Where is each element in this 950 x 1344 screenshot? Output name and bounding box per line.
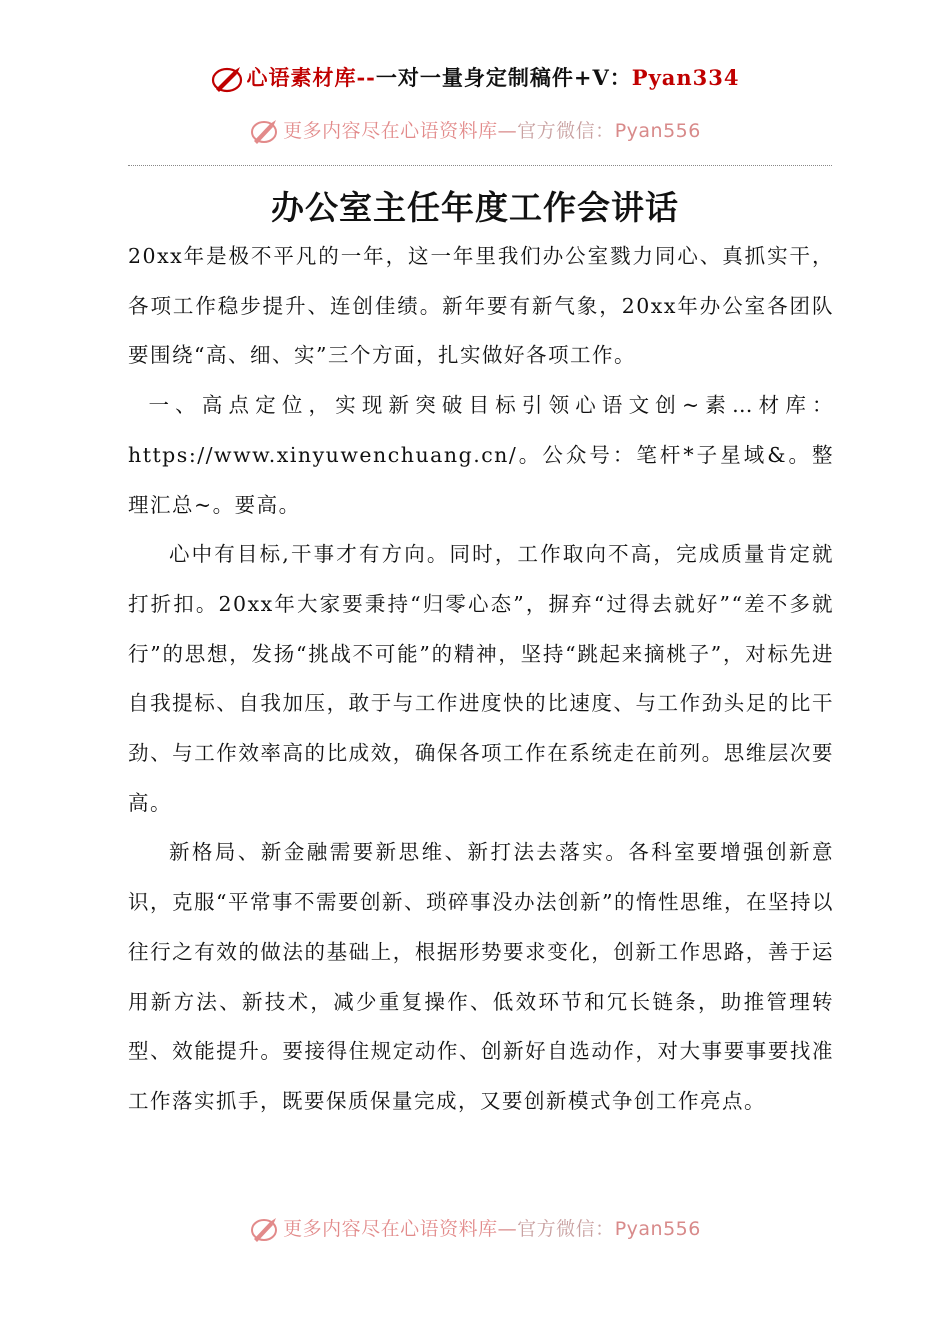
quill-logo-icon xyxy=(210,65,244,95)
quill-logo-icon xyxy=(249,1216,279,1244)
watermark-wechat-id: Pyan556 xyxy=(614,120,701,142)
watermark-separator: — xyxy=(497,120,518,142)
quill-logo-icon xyxy=(249,118,279,146)
watermark-bottom xyxy=(0,1214,950,1244)
paragraph-body-2: 新格局、新金融需要新思维、新打法去落实。各科室要增强创新意识，克服“平常事不需要创新、琐碎事没办法创新”的惰性思维，在坚持以往行之有效的做法的基础上，根据形势要求变化，创新工作思路，善于运用新方法、新技术，减少重复操作、低效环节和冗长链条，助推管理转型、效能提升。要接得住规定动作、创新好自选动作，对大事要事要找准工作落实抓手，既要保质保量完成，又要创新模式争创工作亮点。 xyxy=(128,840,834,1113)
document-title: 办公室主任年度工作会讲话 xyxy=(271,188,679,227)
watermark-top xyxy=(0,116,950,146)
document-body xyxy=(128,232,834,1127)
watermark-wechat-label: 官方微信： xyxy=(517,120,615,142)
header-banner xyxy=(0,62,950,95)
watermark-wechat-id: Pyan556 xyxy=(614,1218,701,1240)
paragraph-intro: 20xx年是极不平凡的一年，这一年里我们办公室戮力同心、真抓实干，各项工作稳步提升、连创佳绩。新年要有新气象，20xx年办公室各团队要围绕“高、细、实”三个方面，扎实做好各项工作。 xyxy=(128,244,834,368)
header-dash: -- xyxy=(356,65,376,90)
header-slogan: 一对一量身定制稿件 xyxy=(375,65,574,90)
paragraph-body-1: 心中有目标,干事才有方向。同时，工作取向不高，完成质量肯定就打折扣。20xx年大家要秉持“归零心态”，摒弃“过得去就好”“差不多就行”的思想，发扬“挑战不可能”的精神，坚持“跳起来摘桃子”，对标先进自我提标、自我加压，敢于与工作进度快的比速度、与工作劲头足的比干劲、与工作效率高的比成效，确保各项工作在系统走在前列。思维层次要高。 xyxy=(128,542,834,815)
header-contact-prefix: +V： xyxy=(573,65,632,90)
watermark-text: 更多内容尽在心语资料库 xyxy=(283,120,498,142)
paragraph-section-heading: 一、高点定位，实现新突破目标引领心语文创~素…材库：https://www.xinyuwenchuang.cn/。公众号：笔杆*子星域&。整理汇总~。要高。 xyxy=(128,393,834,517)
watermark-text: 更多内容尽在心语资料库 xyxy=(283,1218,498,1240)
header-contact-id: Pyan334 xyxy=(631,65,740,90)
header-brand: 心语素材库 xyxy=(246,65,357,90)
watermark-separator: — xyxy=(497,1218,518,1240)
header-divider xyxy=(128,165,832,166)
watermark-wechat-label: 官方微信： xyxy=(517,1218,615,1240)
